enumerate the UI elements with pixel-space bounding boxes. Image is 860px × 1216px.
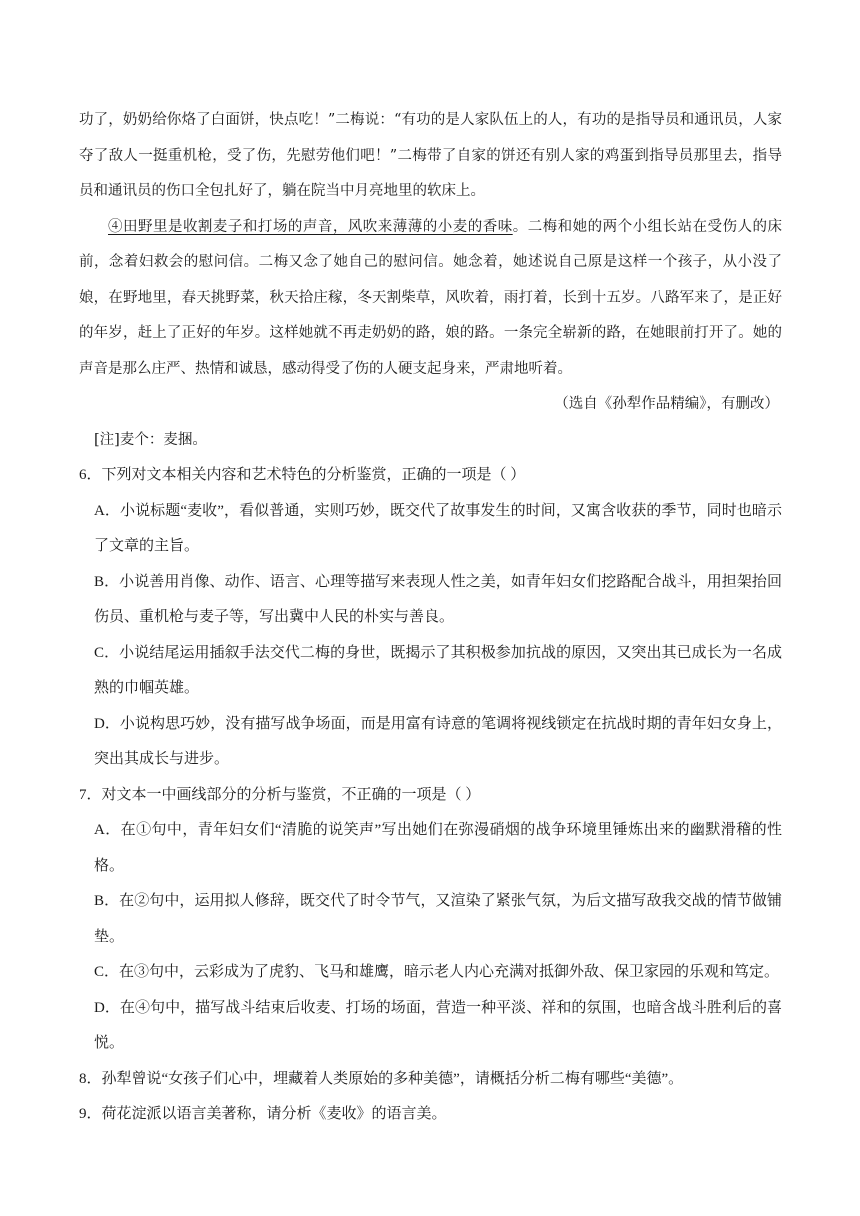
underlined-sentence-4: ④田野里是收割麦子和打场的声音，风吹来薄薄的小麦的香味 [108,218,513,235]
passage-paragraph-2 [79,210,782,388]
option-d: D．小说构思巧妙，没有描写战争场面，而是用富有诗意的笔调将视线锁定在抗战时期的青年妇女身上，突出其成长与进步。 [94,715,782,767]
option-b: B．在②句中，运用拟人修辞，既交代了时令节气，又渲染了紧张气氛，为后文描写敌我交战的情节做铺垫。 [94,893,782,945]
option-d: D．在④句中，描写战斗结束后收麦、打场的场面，营造一种平淡、祥和的氛围，也暗含战斗胜利后的喜悦。 [94,999,782,1051]
question-8 [79,1062,782,1098]
option-a: A．在①句中，青年妇女们“清脆的说笑声”写出她们在弥漫硝烟的战争环境里锤炼出来的幽默滑稽的性格。 [94,822,782,874]
question-7 [79,778,782,1062]
question-9 [79,1097,782,1133]
passage-paragraph-2-rest: 。二梅和她的两个小组长站在受伤人的床前，念着妇救会的慰问信。二梅又念了她自己的慰问信。她念着，她述说自己原是这样一个孩子，从小没了娘，在野地里，春天挑野菜，秋天拾庄稼，冬天割柴草，风吹着，雨打着，长到十五岁。八路军来了，是正好的年岁，赶上了正好的年岁。这样她就不再走奶奶的路，娘的路。一条完全崭新的路，在她眼前打开了。她的声音是那么庄严、热情和诚恳，感动得受了伤的人硬支起身来，严肃地听着。 [79,218,783,377]
question-6 [79,458,782,778]
question-stem: 8．孙犁曾说“女孩子们心中，埋藏着人类原始的多种美德”，请概括分析二梅有哪些“美德”。 [79,1070,684,1087]
source-citation: （选自《孙犁作品精编》，有删改） [554,396,779,412]
question-stem: 7．对文本一中画线部分的分析与鉴赏，不正确的一项是（ ） [79,786,481,803]
passage-paragraph-1: 功了，奶奶给你烙了白面饼，快点吃！”二梅说：“有功的是人家队伍上的人，有功的是指导员和通讯员，人家夺了敌人一挺重机枪，受了伤，先慰劳他们吧！”二梅带了自家的饼还有别人家的鸡蛋到指导员那里去，指导员和通讯员的伤口全包扎好了，躺在院当中月亮地里的软床上。 [79,112,782,199]
option-c: C．小说结尾运用插叙手法交代二梅的身世，既揭示了其积极参加抗战的原因，又突出其已成长为一名成熟的巾帼英雄。 [94,644,782,696]
footnote: [注]麦个：麦捆。 [94,431,207,448]
option-b: B．小说善用肖像、动作、语言、心理等描写来表现人性之美，如青年妇女们挖路配合战斗，用担架抬回伤员、重机枪与麦子等，写出冀中人民的朴实与善良。 [94,573,782,625]
option-c: C．在③句中，云彩成为了虎豹、飞马和雄鹰，暗示老人内心充满对抵御外敌、保卫家园的乐观和笃定。 [94,964,780,980]
question-stem: 6．下列对文本相关内容和艺术特色的分析鉴赏，正确的一项是（ ） [79,467,526,483]
option-a: A．小说标题“麦收”，看似普通，实则巧妙，既交代了故事发生的时间，又寓含收获的季节，同时也暗示了文章的主旨。 [94,502,782,554]
question-stem: 9．荷花淀派以语言美著称，请分析《麦收》的语言美。 [79,1106,447,1122]
